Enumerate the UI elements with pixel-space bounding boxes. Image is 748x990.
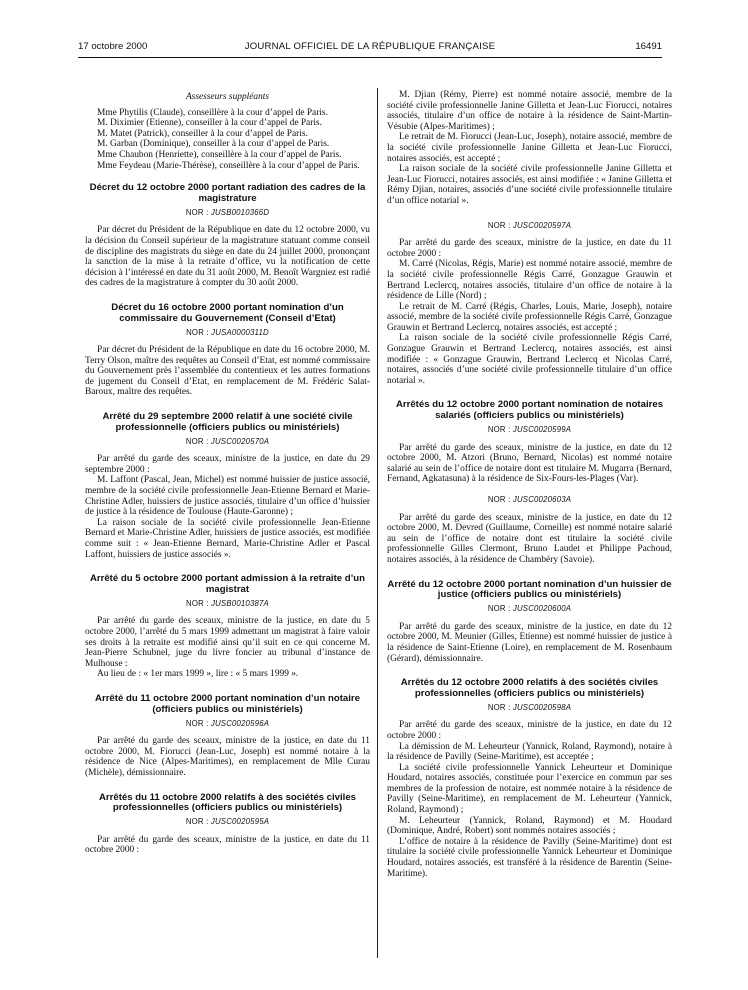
section-title: Arrêté du 11 octobre 2000 portant nomination d’un notaire (officiers publics ou ministériels) [95, 692, 360, 715]
assessor-entry: M. Garban (Dominique), conseiller à la cour d’appel de Paris. [97, 139, 330, 150]
section-huissier [387, 580, 672, 665]
paragraph: Le retrait de M. Carré (Régis, Charles, Louis, Marie, Joseph), notaire associé, membre de la société civile professionnelle Régis Carré, Gonzague Grauwin et Bertrand Leclercq, notaires associés, est accepté ; [387, 301, 672, 333]
paragraph: Par décret du Président de la République en date du 12 octobre 2000, vu la décision du Conseil supérieur de la magistrature statuant comme conseil de discipline des magistrats du siège en date du 24 juillet 2000, prononçant la sanction de la mise à la retraite d’office, vu la notification de cette décision à l’intéressé en date du 31 août 2000, M. Benoît Wargniez est radié des cadres de la magistrature à compter du 30 août 2000. [85, 225, 371, 289]
paragraph: Par arrêté du garde des sceaux, ministre de la justice, en date du 5 octobre 2000, l’arrêté du 5 mars 1999 admettant un magistrat à faire valoir ses droits à la retraite est modifié ainsi qu’il suit en ce qui concerne M. Jean-Pierre Schubnel, juge du livre foncier au tribunal d’instance de Mulhouse : [85, 616, 370, 669]
section-scp-gilletta [387, 90, 672, 207]
section-arrete-notaire [85, 694, 370, 779]
paragraph: M. Leheurteur (Yannick, Roland, Raymond) et M. Houdard (Dominique, André, Robert) sont nommés notaires associés ; [387, 815, 672, 837]
paragraph: La démission de M. Leheurteur (Yannick, Roland, Raymond), notaire à la résidence de Pavilly (Seine-Maritime), est acceptée ; [387, 741, 672, 763]
paragraph: Par arrêté du garde des sceaux, ministre de la justice, en date du 11 octobre 2000, M. Fiorucci (Jean-Luc, Joseph) est nommé notaire à la résidence de Nice (Alpes-Maritimes), en remplacement de Mlle Curau (Michèle), démissionnaire. [85, 736, 370, 778]
paragraph: Au lieu de : « 1er mars 1999 », lire : « 5 mars 1999 ». [97, 669, 299, 680]
paragraph: M. Djian (Rémy, Pierre) est nommé notaire associé, membre de la société civile professionnelle Janine Gilletta et Jean-Luc Fiorucci, notaires associés, titulaire d’un office de notaire à la résidence de Saint-Martin-Vésubie (Alpes-Maritimes) ; [387, 90, 672, 132]
header-journal-title: JOURNAL OFFICIEL DE LA RÉPUBLIQUE FRANÇAISE [244, 41, 496, 52]
section-title: Arrêtés du 11 octobre 2000 relatifs à des sociétés civiles professionnelles (officiers publics ou ministériels) [98, 791, 357, 814]
assessor-entry: M. Diximier (Etienne), conseiller à la cour d’appel de Paris. [97, 118, 322, 129]
section-title: Arrêté du 5 octobre 2000 portant admission à la retraite d’un magistrat [89, 573, 366, 595]
nor-reference: NOR : JUSC0020603A [487, 495, 572, 504]
nor-reference: NOR : JUSC0020598A [487, 702, 572, 712]
nor-reference: NOR : JUSC0020570A [185, 436, 270, 446]
section-title: Décret du 12 octobre 2000 portant radiation des cadres de la magistrature [89, 182, 366, 204]
paragraph: Par arrêté du garde des sceaux, ministre de la justice, en date du 12 octobre 2000, M. Meunier (Gilles, Etienne) est nommé huissier de justice à la résidence de Saint-Etienne (Loire), en remplacement de M. Rosenbaum (Gérard), démissionnaire. [387, 621, 672, 664]
section-arrete-29-sept [85, 412, 370, 560]
paragraph: Par arrêté du garde des sceaux, ministre de la justice, en date du 11 octobre 2000 : [85, 834, 370, 856]
paragraph: La raison sociale de la société civile professionnelle Jean-Etienne Bernard et Marie-Christine Adler, huissiers de justice associés, est modifiée comme suit : « Jean-Etienne Bernard, Marie-Christine Adler et Pascal Laffont, huissiers de justice associés ». [85, 517, 370, 560]
assessors-heading: Assesseurs suppléants [185, 92, 270, 102]
paragraph: Par décret du Président de la République en date du 16 octobre 2000, M. Terry Olson, maître des requêtes au Conseil d’Etat, est nommé commissaire du Gouvernement près l’assemblée du contentieux et les autres formations de jugement du Conseil d’Etat, en remplacement de M. Frédéric Salat-Baroux, maître des requêtes. [85, 345, 370, 398]
header-page-number: 16491 [635, 41, 662, 52]
section-title: Décret du 16 octobre 2000 portant nomination d’un commissaire du Gouvernement (Conseil d’Etat) [111, 301, 344, 324]
paragraph: Par arrêté du garde des sceaux, ministre de la justice, en date du 29 septembre 2000 : [85, 454, 370, 475]
page-header [78, 41, 662, 58]
right-column [387, 90, 672, 893]
paragraph: Par arrêté du garde des sceaux, ministre de la justice, en date du 12 octobre 2000, M. Devred (Guillaume, Corneille) est nommé notaire salarié au sein de l’office de notaire dont est titulaire la société civile professionnelle Gilles Clermont, Bruno Laudet et Philippe Pachoud, notaires associés, à la résidence de Chambéry (Savoie). [387, 512, 672, 565]
paragraph: La raison sociale de la société civile professionnelle Régis Carré, Gonzague Grauwin et Bertrand Leclercq, notaires associés, est ainsi modifiée : « Gonzague Grauwin, Bertrand Leclercq et Nicolas Carré, notaires, associés d’une société civile professionnelle titulaire d’un office notarial ». [387, 333, 672, 386]
paragraph: M. Carré (Nicolas, Régis, Marie) est nommé notaire associé, membre de la société civile professionnelle Régis Carré, Gonzague Grauwin et Bertrand Leclercq, notaires associés, titulaire d’un office de notaire à la résidence de Lille (Nord) ; [387, 259, 672, 302]
nor-reference: NOR : JUSC0020595A [185, 817, 270, 827]
nor-reference: NOR : JUSC0020596A [185, 718, 270, 728]
nor-reference: NOR : JUSC0020600A [487, 604, 572, 614]
section-title: Arrêtés du 12 octobre 2000 portant nomination de notaires salariés (officiers publics ou ministériels) [395, 399, 664, 422]
assessor-entry: Mme Phytilis (Claude), conseillère à la cour d’appel de Paris. [97, 107, 328, 118]
section-decree-commissaire [85, 303, 370, 398]
paragraph: L’office de notaire à la résidence de Pavilly (Seine-Maritime) dont est titulaire la société civile professionnelle Yannick Leheurteur et Dominique Houdard, notaires associés, est transféré à la résidence de Barentin (Seine-Maritime). [387, 836, 672, 879]
header-date: 17 octobre 2000 [78, 41, 148, 52]
nor-reference: NOR : JUSC0020599A [487, 425, 572, 435]
section-title: Arrêtés du 12 octobre 2000 relatifs à des sociétés civiles professionnelles (officiers publics ou ministériels) [400, 677, 659, 699]
assessor-entry: Mme Chaubon (Henriette), conseillère à la cour d’appel de Paris. [97, 149, 342, 160]
section-arrete-retraite [85, 574, 370, 680]
column-divider [377, 88, 378, 958]
left-column [85, 90, 370, 870]
section-scp-carre [387, 221, 672, 387]
section-title: Arrêté du 12 octobre 2000 portant nomination d’un huissier de justice (officiers publics ou ministériels) [387, 578, 672, 601]
nor-reference: NOR : JUSB0010366D [185, 207, 270, 217]
section-arretes-scp [85, 793, 370, 856]
paragraph: Par arrêté du garde des sceaux, ministre de la justice, en date du 12 octobre 2000, M. Atzori (Bruno, Bernard, Nicolas) est nommé notaire salarié au sein de l’office de notaire dont est titulaire M. Mugarra (Bernard, Fernand, Agkatasuna) à la résidence de Six-Fours-les-Plages (Var). [387, 442, 672, 485]
paragraph: La société civile professionnelle Yannick Leheurteur et Dominique Houdard, notaires associés, constituée pour l’exercice en commun par ses membres de la profession de notaire, est nommée notaire à la résidence de Pavilly (Seine-Maritime), en remplacement de M. Leheurteur (Yannick, Roland, Raymond) ; [387, 762, 672, 816]
paragraph: Par arrêté du garde des sceaux, ministre de la justice, en date du 11 octobre 2000 : [387, 238, 672, 259]
assessor-entry: M. Matet (Patrick), conseiller à la cour d’appel de Paris. [97, 128, 308, 139]
section-decree-radiation [85, 183, 370, 289]
assessor-entry: Mme Feydeau (Marie-Thérèse), conseillère à la cour d’appel de Paris. [97, 160, 360, 171]
section-notaires-salaries [387, 400, 672, 565]
section-title: Arrêté du 29 septembre 2000 relatif à une société civile professionnelle (officiers publics ou ministériels) [102, 411, 353, 433]
paragraph: M. Laffont (Pascal, Jean, Michel) est nommé huissier de justice associé, membre de la société civile professionnelle Jean-Etienne Bernard et Marie-Christine Adler, huissiers de justice associés, titulaire d’un office d’huissier de justice à la résidence de Toulouse (Haute-Garonne) ; [85, 475, 370, 518]
paragraph: La raison sociale de la société civile professionnelle Janine Gilletta et Jean-Luc Fiorucci, notaires associés, est ainsi modifiée : « Janine Gilletta et Rémy Djian, notaires, associés d’une société civile professionnelle titulaire d’un office notarial ». [387, 164, 672, 206]
nor-reference: NOR : JUSC0020597A [487, 220, 572, 230]
nor-reference: NOR : JUSB0010387A [186, 598, 269, 608]
paragraph: Par arrêté du garde des sceaux, ministre de la justice, en date du 12 octobre 2000 : [387, 720, 672, 741]
paragraph: Le retrait de M. Fiorucci (Jean-Luc, Joseph), notaire associé, membre de la société civile professionnelle Janine Gilletta et Jean-Luc Fiorucci, notaires associés, est accepté ; [387, 132, 672, 164]
section-scp-leheurteur [387, 678, 672, 879]
nor-reference: NOR : JUSA0000311D [186, 327, 269, 337]
